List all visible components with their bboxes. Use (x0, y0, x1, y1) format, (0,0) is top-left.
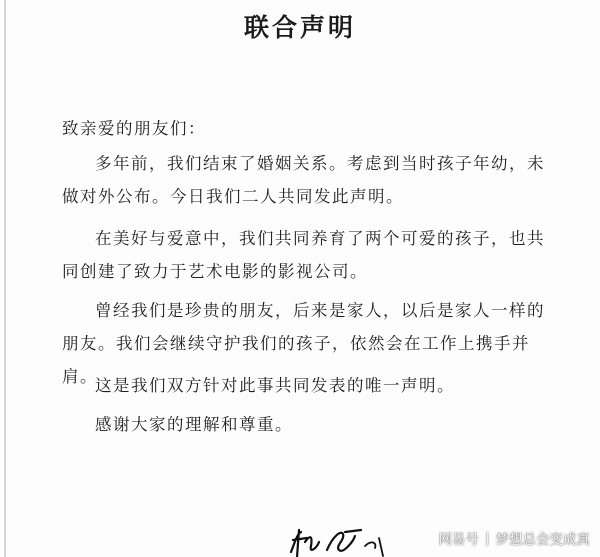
watermark-separator: | (484, 530, 490, 546)
page-edge (4, 0, 6, 557)
paragraph-3: 曾经我们是珍贵的朋友，后来是家人，以后是家人一样的朋友。我们会继续守护我们的孩子，依然会在工作上携手并肩。 (62, 301, 545, 386)
watermark-author: 梦想总会变成真 (495, 532, 590, 548)
paragraph-1: 多年前，我们结束了婚姻关系。考虑到当时孩子年幼，未做对外公布。今日我们二人共同发此声明。 (62, 154, 545, 206)
paragraph-4: 这是我们双方针对此事共同发表的唯一声明。 (95, 376, 455, 395)
handwritten-signature (283, 512, 403, 557)
paragraph-5: 感谢大家的理解和尊重。 (95, 415, 293, 434)
source-watermark (438, 528, 590, 548)
greeting: 致亲爱的朋友们： (62, 119, 206, 138)
statement-title: 联合声明 (243, 13, 356, 42)
watermark-platform: 网易号 (438, 532, 479, 548)
paragraph-2: 在美好与爱意中，我们共同养育了两个可爱的孩子，也共同创建了致力于艺术电影的影视公司。 (62, 229, 545, 281)
